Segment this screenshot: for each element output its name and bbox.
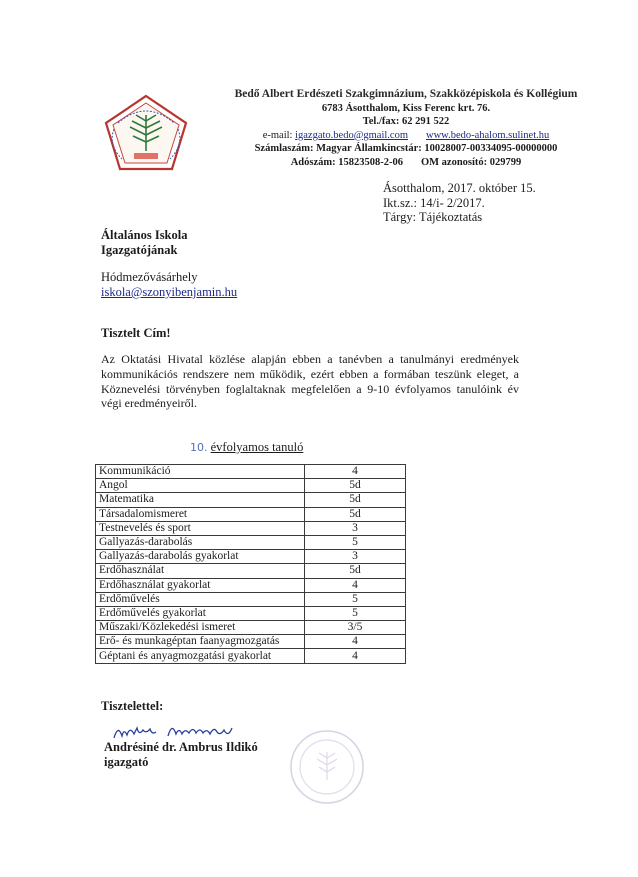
table-title-text: évfolyamos tanuló [210,440,304,454]
table-row [96,578,406,592]
recipient-address [101,270,237,300]
school-address: 6783 Ásotthalom, Kiss Ferenc krt. 76. [321,102,491,114]
subject-cell: Géptani és anyagmozgatási gyakorlat [96,649,305,663]
subject-cell: Erdőhasználat [96,564,305,578]
table-row [96,479,406,493]
grade-cell: 4 [305,465,406,479]
tree-emblem-icon [100,93,192,173]
table-row [96,465,406,479]
table-row [96,535,406,549]
om-id: OM azonosító: 029799 [420,156,522,168]
school-name: Bedő Albert Erdészeti Szakgimnázium, Szakközépiskola és Kollégium [234,88,578,100]
school-email-link[interactable]: igazgato.bedo@gmail.com [295,129,408,141]
recipient-name: Általános Iskola [101,228,188,242]
subject-cell: Műszaki/Közlekedési ismeret [96,621,305,635]
table-row [96,621,406,635]
grade-cell: 4 [305,649,406,663]
recipient-title: Igazgatójának [101,243,178,257]
recipient-block [101,228,187,258]
grades-table [95,464,406,664]
table-row [96,635,406,649]
grades-table-body [96,465,406,664]
subject-cell: Erő- és munkagéptan faanyagmozgatás [96,635,305,649]
table-row [96,493,406,507]
grade-cell: 3 [305,521,406,535]
grade-cell: 5d [305,507,406,521]
grade-year-number: 10. [190,441,208,454]
grade-cell: 5 [305,592,406,606]
subject-cell: Erdőművelés [96,592,305,606]
recipient-city: Hódmezővásárhely [101,270,198,284]
contact-row [196,129,616,143]
signer-block [104,740,258,770]
subject-cell: Erdőhasználat gyakorlat [96,578,305,592]
grade-cell: 3 [305,550,406,564]
grade-cell: 5 [305,535,406,549]
closing-greeting: Tisztelettel: [101,699,164,713]
table-title [190,440,303,455]
body-paragraph: Az Oktatási Hivatal közlése alapján ebben a tanévben a tanulmányi eredmények kommunikációs rendszere nem működik, ezért ebben a formában teszünk eleget, a Köznevelési törvényben foglaltaknak megfelelően a 9-10 évfolyamos tanulóink év végi eredményeiről. [101,352,519,411]
tax-row [196,156,616,170]
table-row [96,550,406,564]
table-row [96,564,406,578]
signer-name: Andrésiné dr. Ambrus Ildikó [104,740,258,754]
grade-cell: 4 [305,635,406,649]
grade-cell: 5 [305,606,406,620]
grade-cell: 3/5 [305,621,406,635]
round-stamp-icon [288,728,366,806]
subject-cell: Társadalomismeret [96,507,305,521]
subject-cell: Testnevelés és sport [96,521,305,535]
reference-number: Ikt.sz.: 14/i- 2/2017. [383,195,485,210]
subject-cell: Erdőművelés gyakorlat [96,606,305,620]
table-row [96,507,406,521]
subject-cell: Matematika [96,493,305,507]
subject-cell: Gallyazás-darabolás gyakorlat [96,550,305,564]
table-row [96,592,406,606]
table-row [96,606,406,620]
grade-cell: 5d [305,564,406,578]
tax-number: Adószám: 15823508-2-06 [290,156,403,168]
recipient-email-link[interactable]: iskola@szonyibenjamin.hu [101,285,238,299]
grade-cell: 5d [305,479,406,493]
email-row [263,129,408,143]
table-row [96,649,406,663]
subject-cell: Angol [96,479,305,493]
signer-role: igazgató [104,755,149,769]
subject-cell: Kommunikáció [96,465,305,479]
date-block [383,181,536,225]
letterhead [196,88,616,170]
school-website-link[interactable]: www.bedo-ahalom.sulinet.hu [426,129,550,141]
salutation: Tisztelt Cím! [101,326,171,340]
subject-cell: Gallyazás-darabolás [96,535,305,549]
letter-subject: Tárgy: Tájékoztatás [383,210,483,224]
grade-cell: 4 [305,578,406,592]
letter-date: Ásotthalom, 2017. október 15. [383,181,536,195]
email-label: e-mail: [262,129,293,141]
bank-account: Számlaszám: Magyar Államkincstár: 10028007-00334095-00000000 [254,143,558,155]
school-phone: Tel./fax: 62 291 522 [362,116,450,128]
table-row [96,521,406,535]
grade-cell: 5d [305,493,406,507]
